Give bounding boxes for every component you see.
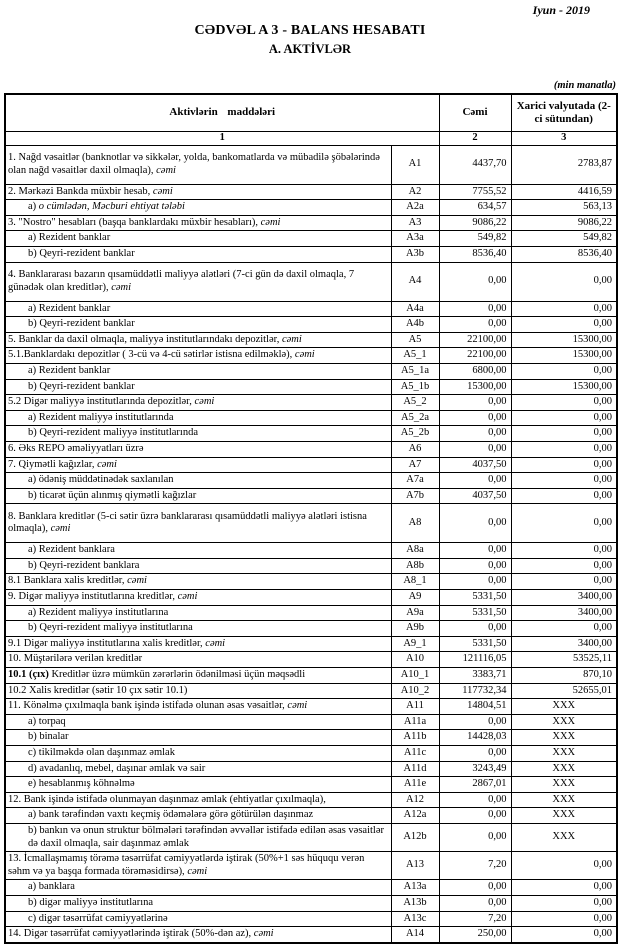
foreign-currency-value: 0,00 <box>511 395 617 411</box>
foreign-currency-value: 0,00 <box>511 927 617 943</box>
total-value: 5331,50 <box>439 590 511 606</box>
total-value: 250,00 <box>439 927 511 943</box>
row-code: A11a <box>391 714 439 730</box>
row-code: A5 <box>391 332 439 348</box>
total-value: 121116,05 <box>439 652 511 668</box>
row-label: a) Rezident banklar <box>5 363 391 379</box>
table-row <box>5 895 617 911</box>
row-label: 10.1 (çıx) Kreditlər üzrə mümkün zərərlərin ödənilməsi üçün məqsədli <box>5 668 391 684</box>
total-value: 0,00 <box>439 558 511 574</box>
total-value: 634,57 <box>439 200 511 216</box>
total-value: 15300,00 <box>439 379 511 395</box>
total-value: 0,00 <box>439 543 511 559</box>
row-code: A2 <box>391 184 439 200</box>
foreign-currency-value: 0,00 <box>511 317 617 333</box>
row-code: A13 <box>391 852 439 880</box>
row-code: A9a <box>391 605 439 621</box>
page-title: CƏDVƏL A 3 - BALANS HESABATI <box>194 23 426 38</box>
column-header-items: Aktivlərin maddələri <box>5 94 439 132</box>
row-label: 1. Nağd vəsaitlər (banknotlar və sikkələr, yolda, bankomatlarda və mübadilə şöbələrində olan nağd vəsaitlər daxil olmaqla), cəmi <box>5 145 391 184</box>
row-label: 10.2 Xalis kreditlər (sətir 10 çıx sətir 10.1) <box>5 683 391 699</box>
foreign-currency-value: 15300,00 <box>511 348 617 364</box>
table-header-row <box>5 94 617 132</box>
table-row <box>5 504 617 543</box>
row-label: b) binalar <box>5 730 391 746</box>
row-label: c) tikilməkdə olan daşınmaz əmlak <box>5 746 391 762</box>
total-value: 0,00 <box>439 574 511 590</box>
foreign-currency-value: 870,10 <box>511 668 617 684</box>
table-row <box>5 652 617 668</box>
total-value: 14428,03 <box>439 730 511 746</box>
unit-note: (min manatla) <box>553 80 616 91</box>
column-header-total: Cəmi <box>439 94 511 132</box>
total-value: 7,20 <box>439 852 511 880</box>
table-row <box>5 317 617 333</box>
total-value: 22100,00 <box>439 332 511 348</box>
column-number-2: 2 <box>439 132 511 146</box>
table-row <box>5 379 617 395</box>
total-value: 14804,51 <box>439 699 511 715</box>
foreign-currency-value: 0,00 <box>511 441 617 457</box>
total-value: 4037,50 <box>439 457 511 473</box>
foreign-currency-value: 0,00 <box>511 504 617 543</box>
row-code: A11 <box>391 699 439 715</box>
table-row <box>5 927 617 943</box>
total-value: 7,20 <box>439 911 511 927</box>
table-row <box>5 621 617 637</box>
row-label: a) Rezident banklar <box>5 231 391 247</box>
table-row <box>5 200 617 216</box>
total-value: 3383,71 <box>439 668 511 684</box>
total-value: 0,00 <box>439 301 511 317</box>
row-code: A5_2a <box>391 410 439 426</box>
total-value: 22100,00 <box>439 348 511 364</box>
column-number-row <box>5 132 617 146</box>
report-date: Iyun - 2019 <box>532 3 590 17</box>
row-code: A11c <box>391 746 439 762</box>
row-code: A4b <box>391 317 439 333</box>
foreign-currency-value: 53525,11 <box>511 652 617 668</box>
total-value: 117732,34 <box>439 683 511 699</box>
table-row <box>5 426 617 442</box>
row-label: a) Rezident banklar <box>5 301 391 317</box>
row-label: a) Rezident banklara <box>5 543 391 559</box>
table-row <box>5 473 617 489</box>
column-number-1: 1 <box>5 132 439 146</box>
total-value: 0,00 <box>439 714 511 730</box>
table-row <box>5 852 617 880</box>
row-label: 8.1 Banklara xalis kreditlər, cəmi <box>5 574 391 590</box>
table-row <box>5 792 617 808</box>
foreign-currency-value: 0,00 <box>511 543 617 559</box>
total-value: 9086,22 <box>439 215 511 231</box>
table-row <box>5 348 617 364</box>
foreign-currency-value: 0,00 <box>511 410 617 426</box>
total-value: 5331,50 <box>439 605 511 621</box>
row-code: A9 <box>391 590 439 606</box>
row-label: 3. "Nostro" hesabları (başqa banklardakı müxbir hesabları), cəmi <box>5 215 391 231</box>
row-code: A1 <box>391 145 439 184</box>
foreign-currency-value: 3400,00 <box>511 590 617 606</box>
table-row <box>5 363 617 379</box>
foreign-currency-value: 549,82 <box>511 231 617 247</box>
table-row <box>5 543 617 559</box>
foreign-currency-value: 0,00 <box>511 473 617 489</box>
total-value: 0,00 <box>439 895 511 911</box>
row-code: A5_1b <box>391 379 439 395</box>
row-label: a) o cümlədən, Məcburi ehtiyat tələbi <box>5 200 391 216</box>
row-label: 13. İcmallaşmamış törəmə təsərrüfat cəmiyyətlərdə iştirak (50%+1 səs hüququ verən səhm və ya başqa formada törəməsidirsə), cəmi <box>5 852 391 880</box>
table-row <box>5 605 617 621</box>
row-label: b) Qeyri-rezident banklara <box>5 558 391 574</box>
total-value: 0,00 <box>439 317 511 333</box>
total-value: 0,00 <box>439 504 511 543</box>
row-code: A6 <box>391 441 439 457</box>
row-label: 10. Müştərilərə verilən kreditlər <box>5 652 391 668</box>
table-row <box>5 683 617 699</box>
row-label: 11. Könəlmə çıxılmaqla bank işində istifadə olunan əsas vəsaitlər, cəmi <box>5 699 391 715</box>
row-label: 2. Mərkəzi Bankda müxbir hesab, cəmi <box>5 184 391 200</box>
table-row <box>5 808 617 824</box>
row-label: 7. Qiymətli kağızlar, cəmi <box>5 457 391 473</box>
row-code: A11b <box>391 730 439 746</box>
foreign-currency-value: 9086,22 <box>511 215 617 231</box>
row-code: A3b <box>391 246 439 262</box>
row-code: A8b <box>391 558 439 574</box>
row-label: a) ödəniş müddətinədək saxlanılan <box>5 473 391 489</box>
table-row <box>5 215 617 231</box>
foreign-currency-value: 15300,00 <box>511 379 617 395</box>
total-value: 8536,40 <box>439 246 511 262</box>
table-row <box>5 574 617 590</box>
total-value: 3243,49 <box>439 761 511 777</box>
total-value: 0,00 <box>439 808 511 824</box>
row-code: A10_1 <box>391 668 439 684</box>
row-label: b) Qeyri-rezident banklar <box>5 317 391 333</box>
row-code: A12b <box>391 823 439 851</box>
foreign-currency-value: 563,13 <box>511 200 617 216</box>
row-label: a) torpaq <box>5 714 391 730</box>
foreign-currency-value: 3400,00 <box>511 636 617 652</box>
table-row <box>5 823 617 851</box>
row-label: 9.1 Digər maliyyə institutlarına xalis kreditlər, cəmi <box>5 636 391 652</box>
foreign-currency-value: XXX <box>511 730 617 746</box>
row-code: A11e <box>391 777 439 793</box>
total-value: 4037,50 <box>439 488 511 504</box>
table-row <box>5 699 617 715</box>
total-value: 0,00 <box>439 410 511 426</box>
total-value: 6800,00 <box>439 363 511 379</box>
row-code: A3a <box>391 231 439 247</box>
row-label: b) Qeyri-rezident maliyyə institutlarına <box>5 621 391 637</box>
row-code: A5_2 <box>391 395 439 411</box>
foreign-currency-value: 0,00 <box>511 621 617 637</box>
row-label: b) bankın və onun struktur bölmələri tərəfindən əvvəllər istifadə edilən əsas vəsaitlər də daxil olmaqla, sair daşınmaz əmlak <box>5 823 391 851</box>
foreign-currency-value: 8536,40 <box>511 246 617 262</box>
row-code: A12a <box>391 808 439 824</box>
table-row <box>5 558 617 574</box>
total-value: 549,82 <box>439 231 511 247</box>
column-header-foreign: Xarici valyutada (2-ci sütundan) <box>511 94 617 132</box>
row-code: A4a <box>391 301 439 317</box>
row-code: A2a <box>391 200 439 216</box>
row-code: A5_2b <box>391 426 439 442</box>
table-row <box>5 231 617 247</box>
total-value: 2867,01 <box>439 777 511 793</box>
table-row <box>5 395 617 411</box>
foreign-currency-value: 0,00 <box>511 301 617 317</box>
column-number-3: 3 <box>511 132 617 146</box>
row-code: A10 <box>391 652 439 668</box>
total-value: 5331,50 <box>439 636 511 652</box>
table-row <box>5 332 617 348</box>
row-label: b) Qeyri-rezident banklar <box>5 379 391 395</box>
row-label: 4. Banklararası bazarın qısamüddətli maliyyə alətləri (7-ci gün də daxil olmaqla, 7 günədək olan kreditlər), cəmi <box>5 262 391 301</box>
row-code: A13c <box>391 911 439 927</box>
row-code: A13b <box>391 895 439 911</box>
total-value: 0,00 <box>439 792 511 808</box>
row-code: A5_1a <box>391 363 439 379</box>
row-code: A7b <box>391 488 439 504</box>
row-code: A7 <box>391 457 439 473</box>
total-value: 0,00 <box>439 441 511 457</box>
row-label: b) Qeyri-rezident banklar <box>5 246 391 262</box>
total-value: 0,00 <box>439 473 511 489</box>
table-row <box>5 488 617 504</box>
table-row <box>5 441 617 457</box>
row-code: A4 <box>391 262 439 301</box>
row-label: 5.1.Banklardakı depozitlər ( 3-cü və 4-cü sətirlər istisna edilməklə), cəmi <box>5 348 391 364</box>
total-value: 0,00 <box>439 746 511 762</box>
foreign-currency-value: 0,00 <box>511 457 617 473</box>
row-label: b) ticarət üçün alınmış qiymətli kağızlar <box>5 488 391 504</box>
table-row <box>5 590 617 606</box>
row-label: b) Qeyri-rezident maliyyə institutlarında <box>5 426 391 442</box>
foreign-currency-value: 0,00 <box>511 911 617 927</box>
row-code: A5_1 <box>391 348 439 364</box>
foreign-currency-value: XXX <box>511 699 617 715</box>
foreign-currency-value: XXX <box>511 746 617 762</box>
foreign-currency-value: 0,00 <box>511 363 617 379</box>
row-label: d) avadanlıq, mebel, daşınar əmlak və sair <box>5 761 391 777</box>
table-row <box>5 246 617 262</box>
row-code: A10_2 <box>391 683 439 699</box>
foreign-currency-value: XXX <box>511 808 617 824</box>
row-label: c) digər təsərrüfat cəmiyyətlərinə <box>5 911 391 927</box>
foreign-currency-value: XXX <box>511 823 617 851</box>
total-value: 4437,70 <box>439 145 511 184</box>
row-code: A14 <box>391 927 439 943</box>
row-label: a) Rezident maliyyə institutlarında <box>5 410 391 426</box>
row-label: e) hesablanmış köhnəlmə <box>5 777 391 793</box>
row-code: A9b <box>391 621 439 637</box>
total-value: 0,00 <box>439 880 511 896</box>
row-label: b) digər maliyyə institutlarına <box>5 895 391 911</box>
table-row <box>5 714 617 730</box>
table-row <box>5 262 617 301</box>
total-value: 0,00 <box>439 262 511 301</box>
total-value: 0,00 <box>439 426 511 442</box>
table-row <box>5 777 617 793</box>
row-code: A13a <box>391 880 439 896</box>
table-row <box>5 746 617 762</box>
foreign-currency-value: 3400,00 <box>511 605 617 621</box>
row-label: 5. Banklar da daxil olmaqla, maliyyə institutlarındakı depozitlər, cəmi <box>5 332 391 348</box>
total-value: 0,00 <box>439 621 511 637</box>
row-label: 6. Əks REPO əməliyyatları üzrə <box>5 441 391 457</box>
table-row <box>5 145 617 184</box>
row-code: A12 <box>391 792 439 808</box>
foreign-currency-value: 0,00 <box>511 426 617 442</box>
foreign-currency-value: 4416,59 <box>511 184 617 200</box>
foreign-currency-value: XXX <box>511 761 617 777</box>
foreign-currency-value: 15300,00 <box>511 332 617 348</box>
foreign-currency-value: 2783,87 <box>511 145 617 184</box>
table-row <box>5 410 617 426</box>
foreign-currency-value: 0,00 <box>511 880 617 896</box>
row-code: A11d <box>391 761 439 777</box>
row-code: A3 <box>391 215 439 231</box>
row-label: a) bank tərəfindən vaxtı keçmiş ödəmələrə görə götürülən daşınmaz <box>5 808 391 824</box>
table-body <box>5 145 617 943</box>
row-label: a) banklara <box>5 880 391 896</box>
table-row <box>5 636 617 652</box>
total-value: 0,00 <box>439 823 511 851</box>
foreign-currency-value: 52655,01 <box>511 683 617 699</box>
row-code: A8a <box>391 543 439 559</box>
row-code: A7a <box>391 473 439 489</box>
row-label: 8. Banklara kreditlər (5-ci sətir üzrə banklararası qısamüddətli maliyyə alətləri istisna olmaqla), cəmi <box>5 504 391 543</box>
total-value: 7755,52 <box>439 184 511 200</box>
table-row <box>5 911 617 927</box>
row-code: A8_1 <box>391 574 439 590</box>
table-row <box>5 880 617 896</box>
foreign-currency-value: 0,00 <box>511 574 617 590</box>
foreign-currency-value: XXX <box>511 777 617 793</box>
foreign-currency-value: 0,00 <box>511 262 617 301</box>
row-label: a) Rezident maliyyə institutlarına <box>5 605 391 621</box>
table-row <box>5 668 617 684</box>
row-label: 14. Digər təsərrüfat cəmiyyətlərində iştirak (50%-dən az), cəmi <box>5 927 391 943</box>
foreign-currency-value: XXX <box>511 792 617 808</box>
page-subtitle: A. AKTİVLƏR <box>268 42 352 56</box>
total-value: 0,00 <box>439 395 511 411</box>
foreign-currency-value: 0,00 <box>511 895 617 911</box>
table-row <box>5 184 617 200</box>
row-code: A9_1 <box>391 636 439 652</box>
foreign-currency-value: XXX <box>511 714 617 730</box>
foreign-currency-value: 0,00 <box>511 488 617 504</box>
foreign-currency-value: 0,00 <box>511 852 617 880</box>
table-row <box>5 457 617 473</box>
row-label: 5.2 Digər maliyyə institutlarında depozitlər, cəmi <box>5 395 391 411</box>
table-row <box>5 730 617 746</box>
balance-sheet-table <box>4 93 618 944</box>
foreign-currency-value: 0,00 <box>511 558 617 574</box>
row-code: A8 <box>391 504 439 543</box>
row-label: 12. Bank işində istifadə olunmayan daşınmaz əmlak (ehtiyatlar çıxılmaqla), <box>5 792 391 808</box>
table-row <box>5 761 617 777</box>
row-label: 9. Digər maliyyə institutlarına kreditlər, cəmi <box>5 590 391 606</box>
table-row <box>5 301 617 317</box>
